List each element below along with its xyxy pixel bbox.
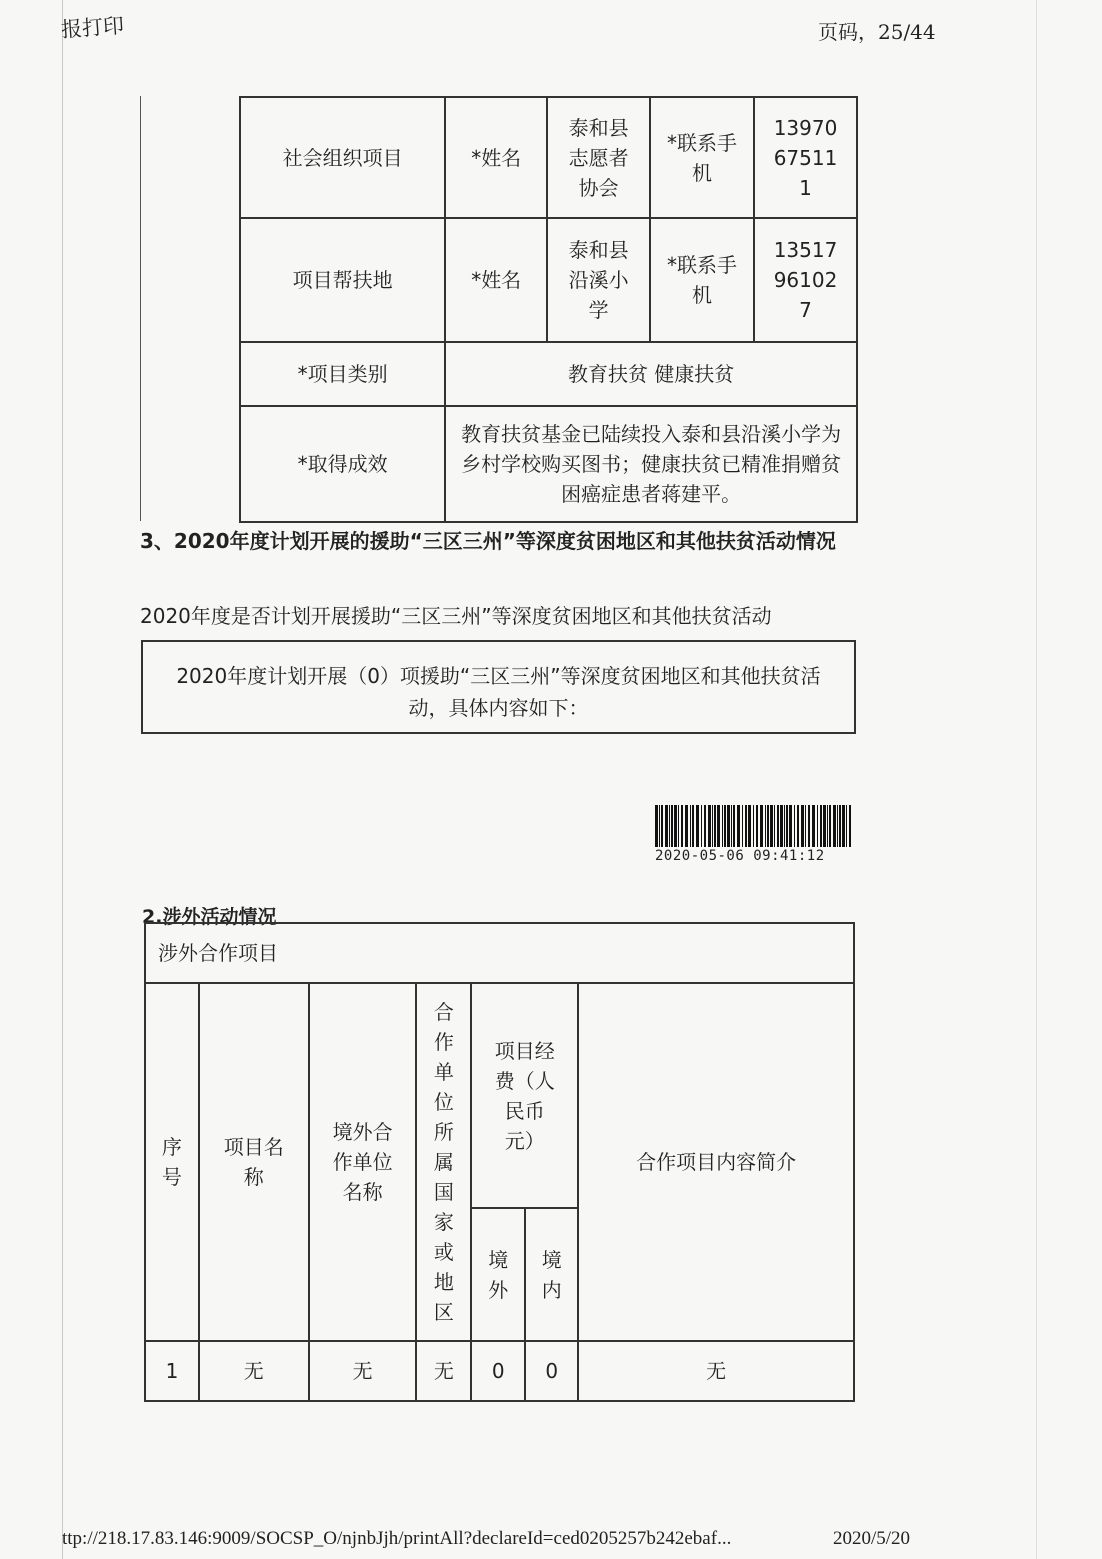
header-domestic (525, 1208, 578, 1341)
result-text: 教育扶贫基金已陆续投入泰和县沿溪小学为乡村学校购买图书；健康扶贫已精准捐赠贫困癌症患者蒋建平。 (461, 422, 842, 506)
cell-domestic: 0 (525, 1341, 578, 1401)
table-row (240, 97, 857, 218)
header-country-text: 合作单位所属国家或地区 (433, 1000, 454, 1324)
phone-value (754, 218, 857, 342)
table-row (240, 406, 857, 522)
page-edge-right (1036, 0, 1037, 1559)
header-name (199, 983, 309, 1341)
header-partner-text: 境外合作单位名称 (332, 1120, 393, 1204)
cell-country: 无 (416, 1341, 471, 1401)
cell-summary: 无 (578, 1341, 854, 1401)
phone-label (650, 218, 754, 342)
table-header-row (145, 983, 854, 1208)
header-country (416, 983, 471, 1341)
table-title: 涉外合作项目 (145, 923, 854, 983)
print-footer (62, 1528, 911, 1550)
section2-heading: 2.涉外活动情况 (142, 906, 277, 928)
footer-date: 2020/5/20 (833, 1528, 911, 1549)
foreign-activity-table (144, 922, 855, 1402)
row-label: 项目帮扶地 (240, 218, 445, 342)
cell-partner: 无 (309, 1341, 417, 1401)
header-seq (145, 983, 199, 1341)
page-number: 页码，25/44 (818, 20, 936, 44)
table1-outer-left-border (140, 96, 141, 521)
header-seq-text: 序号 (161, 1135, 182, 1189)
header-abroad-text: 境外 (488, 1247, 509, 1302)
section3-question: 2020年度是否计划开展援助“三区三州”等深度贫困地区和其他扶贫活动 (140, 604, 772, 628)
header-funding-text: 项目经费（人民币元） (494, 1038, 555, 1153)
answer-line-2: 动，具体内容如下： (408, 696, 589, 720)
cell-seq: 1 (145, 1341, 199, 1401)
page-edge (62, 0, 63, 1559)
category-value: 教育扶贫 健康扶贫 (445, 342, 857, 406)
header-summary: 合作项目内容简介 (578, 983, 854, 1341)
result-label: *取得成效 (240, 406, 445, 522)
print-header-title: 报打印 (60, 13, 125, 42)
name-text: 泰和县志愿者协会 (568, 115, 629, 200)
phone-text: 13517961027 (773, 238, 838, 322)
table-row (240, 218, 857, 342)
header-funding (471, 983, 578, 1208)
name-label: *姓名 (445, 97, 547, 218)
header-domestic-text: 境内 (541, 1247, 562, 1302)
name-value (547, 218, 650, 342)
name-value (547, 97, 650, 218)
name-label: *姓名 (445, 218, 547, 342)
header-abroad (471, 1208, 525, 1341)
phone-label-text: *联系手机 (667, 253, 738, 307)
section3-heading: 3、2020年度计划开展的援助“三区三州”等深度贫困地区和其他扶贫活动情况 (140, 529, 836, 553)
header-partner (309, 983, 417, 1341)
category-label: *项目类别 (240, 342, 445, 406)
barcode-graphic (655, 805, 853, 847)
footer-url: ttp://218.17.83.146:9009/SOCSP_O/njnbJjh/printAll?declareId=ced0205257b242ebaf... (62, 1528, 732, 1549)
project-info-table (239, 96, 858, 523)
barcode-timestamp: 2020-05-06 09:41:12 (655, 848, 825, 864)
result-value (445, 406, 857, 522)
table-row (145, 1341, 854, 1401)
phone-label (650, 97, 754, 218)
cell-abroad: 0 (471, 1341, 525, 1401)
name-text: 泰和县沿溪小学 (568, 238, 629, 322)
section3-answer-box (141, 640, 856, 734)
phone-value (754, 97, 857, 218)
phone-label-text: *联系手机 (667, 130, 738, 185)
row-label: 社会组织项目 (240, 97, 445, 218)
phone-text: 13970675111 (773, 115, 838, 200)
answer-line-1: 2020年度计划开展（0）项援助“三区三州”等深度贫困地区和其他扶贫活 (176, 664, 821, 688)
table-row (145, 923, 854, 983)
table-row (240, 342, 857, 406)
cell-name: 无 (199, 1341, 309, 1401)
header-name-text: 项目名称 (223, 1135, 284, 1189)
